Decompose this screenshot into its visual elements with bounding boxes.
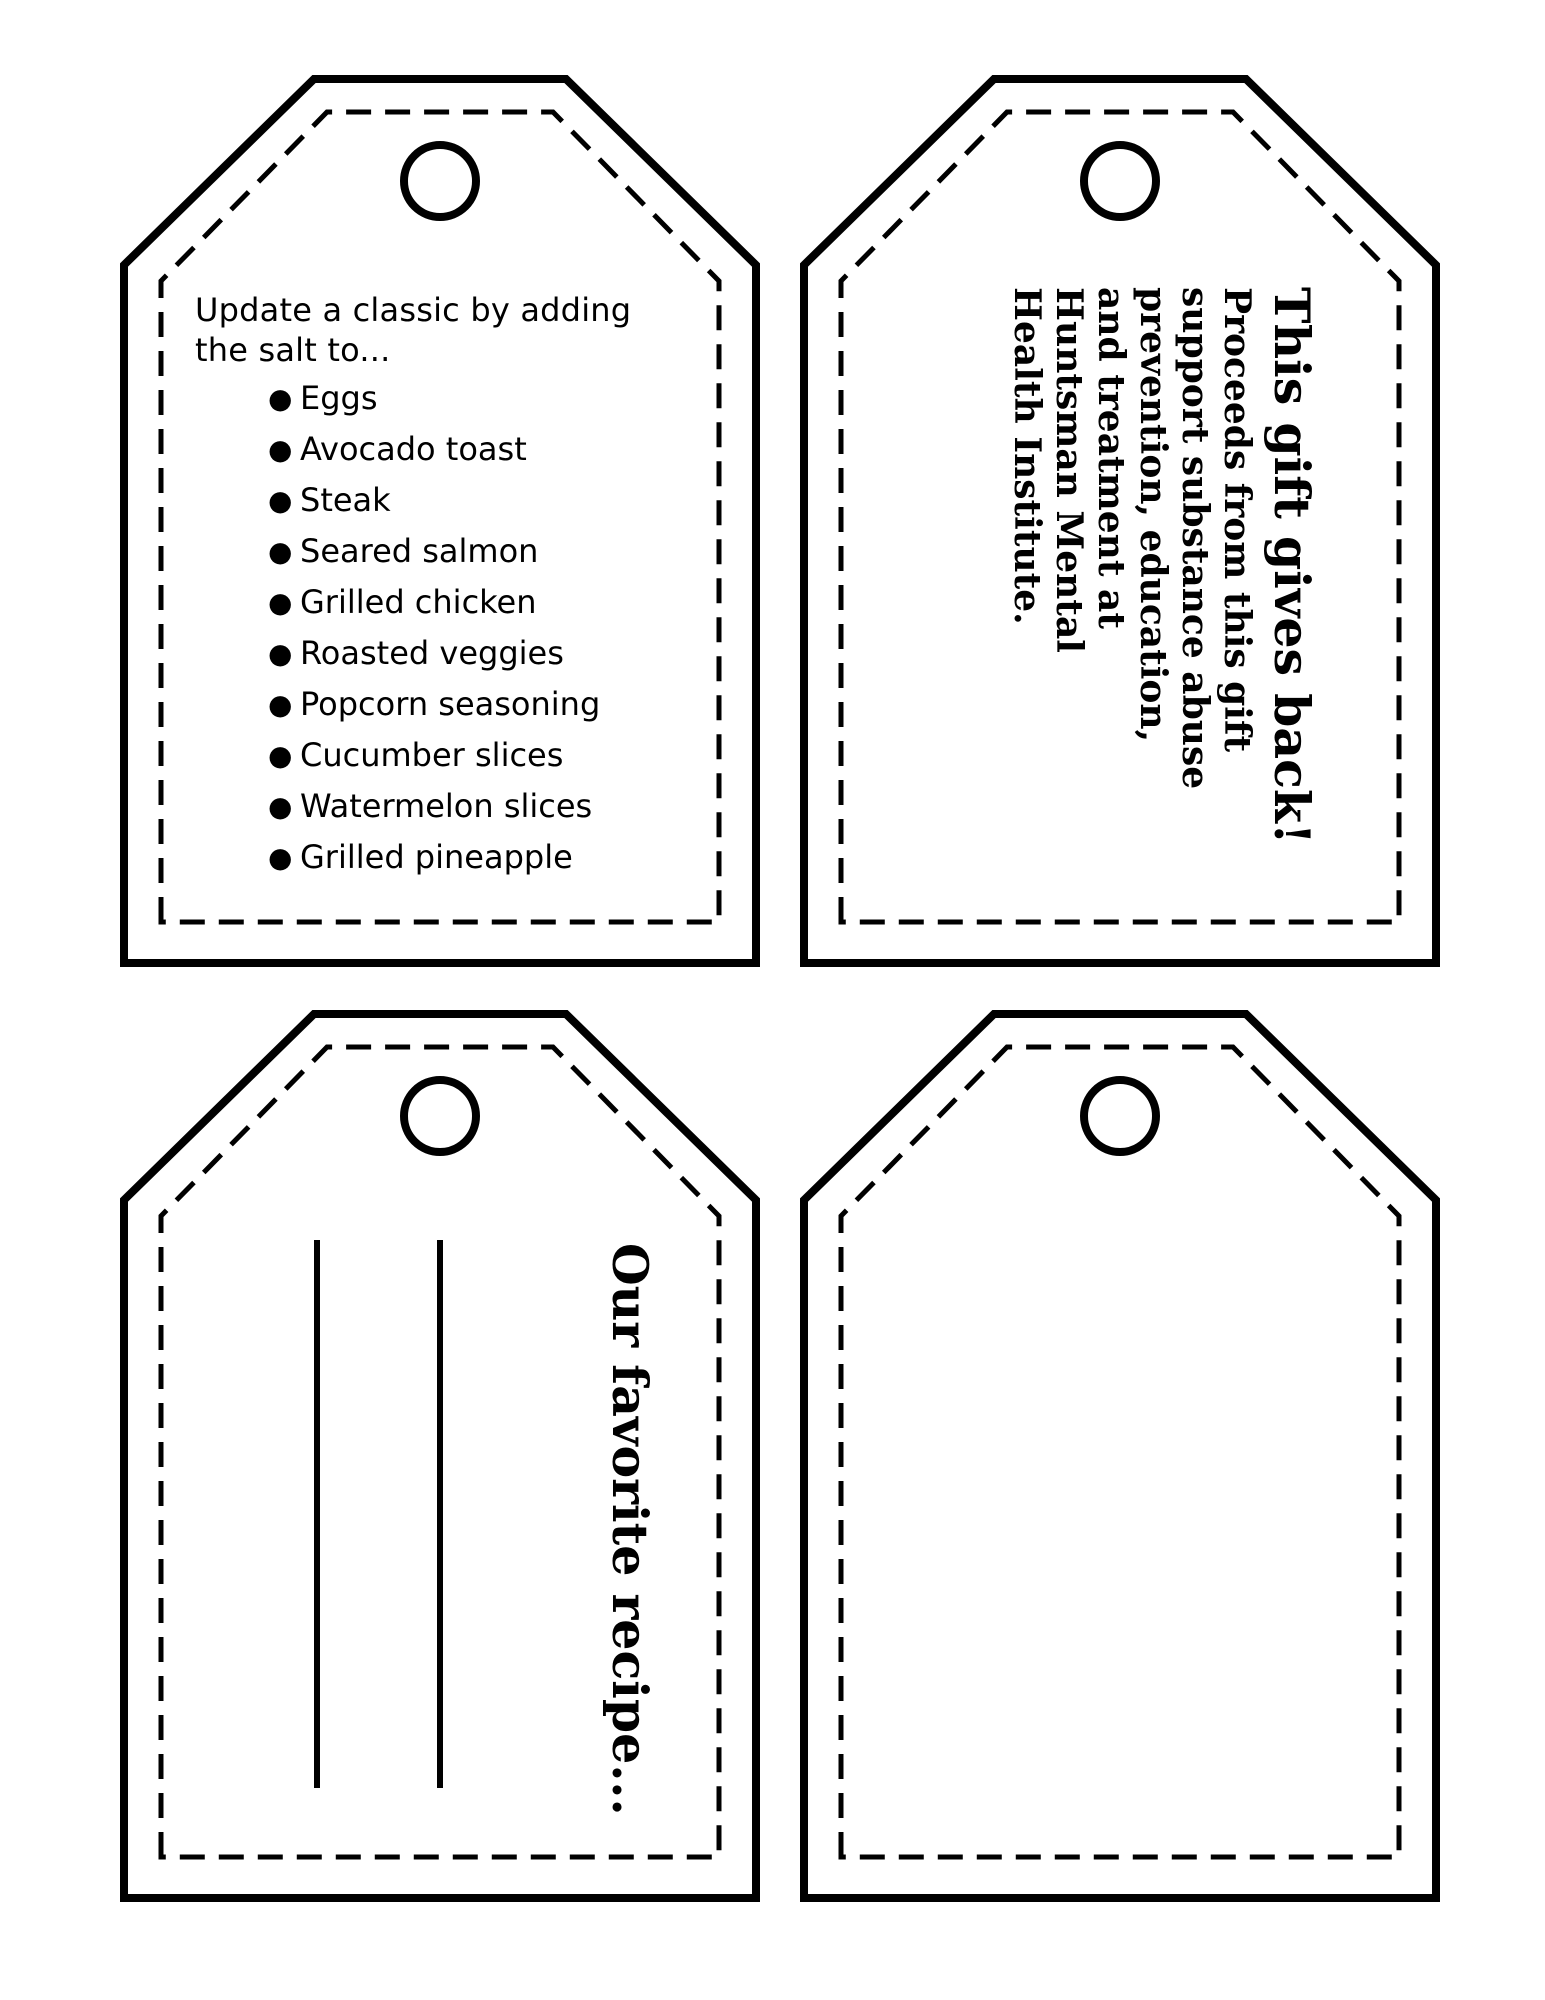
uses-intro-line-1: Update a classic by adding	[195, 291, 632, 329]
gives-back-line: and treatment at	[1090, 287, 1132, 629]
gives-back-line: Proceeds from this gift	[1216, 287, 1258, 753]
uses-list	[268, 373, 601, 883]
tag-hole-icon	[1084, 1080, 1156, 1152]
gives-back-line: prevention, education,	[1132, 287, 1174, 743]
uses-intro	[195, 290, 715, 370]
list-item: ● Seared salmon	[300, 526, 600, 577]
list-item: ● Watermelon slices	[300, 781, 600, 832]
bullet-icon: ●	[268, 586, 293, 619]
list-item: ● Roasted veggies	[300, 628, 600, 679]
gift-tag-recipe	[120, 1010, 760, 1900]
bullet-icon: ●	[268, 739, 293, 772]
bullet-icon: ●	[268, 841, 293, 874]
uses-intro-line-2: the salt to...	[195, 331, 391, 369]
list-item: ● Grilled chicken	[300, 577, 600, 628]
gives-back-line: Huntsman Mental	[1048, 287, 1090, 653]
gift-tag-blank	[800, 1010, 1440, 1900]
gives-back-line: Health Institute.	[1006, 287, 1048, 625]
list-item: ● Avocado toast	[300, 424, 600, 475]
tag-outline	[120, 1010, 760, 1900]
list-item: ● Popcorn seasoning	[300, 679, 600, 730]
gives-back-heading: This gift gives back!	[1263, 287, 1321, 845]
bullet-icon: ●	[268, 535, 293, 568]
bullet-icon: ●	[268, 433, 293, 466]
bullet-icon: ●	[268, 688, 293, 721]
bullet-icon: ●	[268, 637, 293, 670]
gift-tag-uses	[120, 75, 760, 965]
bullet-icon: ●	[268, 484, 293, 517]
list-item: ● Cucumber slices	[300, 730, 600, 781]
recipe-heading: Our favorite recipe...	[601, 1243, 659, 1816]
tag-hole-icon	[1084, 145, 1156, 217]
gives-back-line: support substance abuse	[1174, 287, 1216, 790]
bullet-icon: ●	[268, 382, 293, 415]
list-item: ● Steak	[300, 475, 600, 526]
list-item: ● Grilled pineapple	[300, 832, 600, 883]
bullet-icon: ●	[268, 790, 293, 823]
tag-hole-icon	[404, 145, 476, 217]
tag-outline	[800, 1010, 1440, 1900]
gives-back-text	[1006, 287, 1322, 844]
list-item: ● Eggs	[300, 373, 600, 424]
gives-back-body	[1006, 287, 1258, 844]
tag-hole-icon	[404, 1080, 476, 1152]
